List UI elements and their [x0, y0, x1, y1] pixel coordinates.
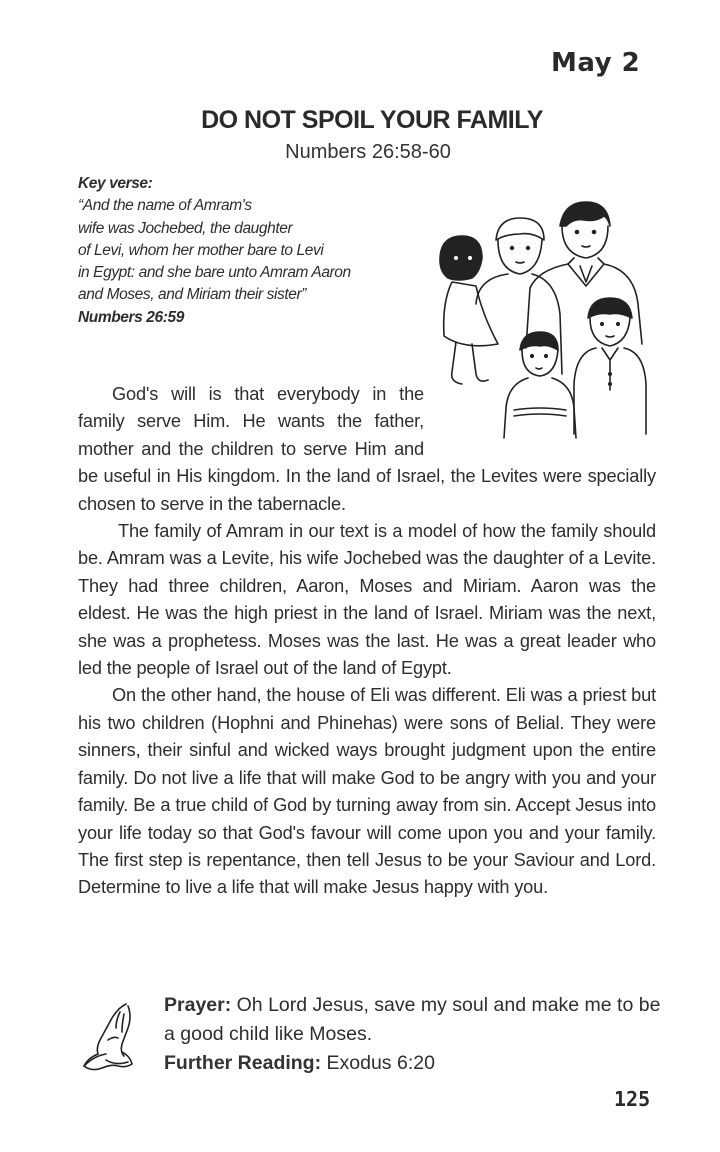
key-verse-line: in Egypt: and she bare unto Amram Aaron — [78, 264, 351, 282]
further-reading — [164, 1049, 664, 1078]
prayer-label: Prayer: — [164, 994, 232, 1016]
key-verse-line: of Levi, whom her mother bare to Levi — [78, 241, 324, 259]
body-paragraph: On the other hand, the house of Eli was different. Eli was a priest but his two children (Hophni and Phinehas) were sons of Belial. They were sinners, their sinful and wicked ways brought judgment upon the entire family. Do not live a life that will make God to be angry with you and your family. Be a true child of God by turning away from sin. Accept Jesus into your life today so that God's favour will come upon you and your family. The first step is repentance, then tell Jesus to be your Saviour and Lord. Determine to live a life that will make Jesus happy with you. — [78, 685, 656, 898]
prayer-text: Oh Lord Jesus, save my soul and make me to be a good child like Moses. — [164, 994, 661, 1045]
body-paragraph: God's will is that everybody in the family serve Him. He wants the father, mother and the children to serve Him and be useful in His kingdom. In the land of Israel, the Levites were specially chosen to serve in the tabernacle. — [78, 384, 656, 514]
key-verse-line: “And the name of Amram's — [78, 197, 252, 215]
key-verse-line: and Moses, and Miriam their sister” — [78, 286, 307, 304]
devotional-body — [78, 381, 656, 902]
praying-hands-icon — [78, 1000, 146, 1072]
key-verse-block — [78, 173, 398, 329]
key-verse-reference: Numbers 26:59 — [78, 308, 184, 326]
illustration-wrap-spacer — [424, 381, 656, 463]
scripture-reference: Numbers 26:58-60 — [285, 141, 451, 163]
page-title: DO NOT SPOIL YOUR FAMILY — [201, 106, 543, 134]
page-number: 125 — [614, 1087, 651, 1111]
key-verse-label: Key verse: — [78, 175, 153, 192]
date-label: May 2 — [551, 48, 641, 78]
further-reading-label: Further Reading: — [164, 1052, 322, 1074]
further-reading-text: Exodus 6:20 — [321, 1052, 435, 1074]
key-verse-line: wife was Jochebed, the daughter — [78, 219, 293, 237]
prayer-section — [164, 991, 664, 1078]
prayer-paragraph — [164, 991, 664, 1049]
body-paragraph: The family of Amram in our text is a model of how the family should be. Amram was a Levite, his wife Jochebed was the daughter of a Levite. They had three children, Aaron, Moses and Miriam. Aaron was the eldest. He was the high priest in the land of Israel. Miriam was the next, she was a prophetess. Moses was the last. He was a great leader who led the people of Israel out of the land of Egypt. — [78, 521, 656, 679]
